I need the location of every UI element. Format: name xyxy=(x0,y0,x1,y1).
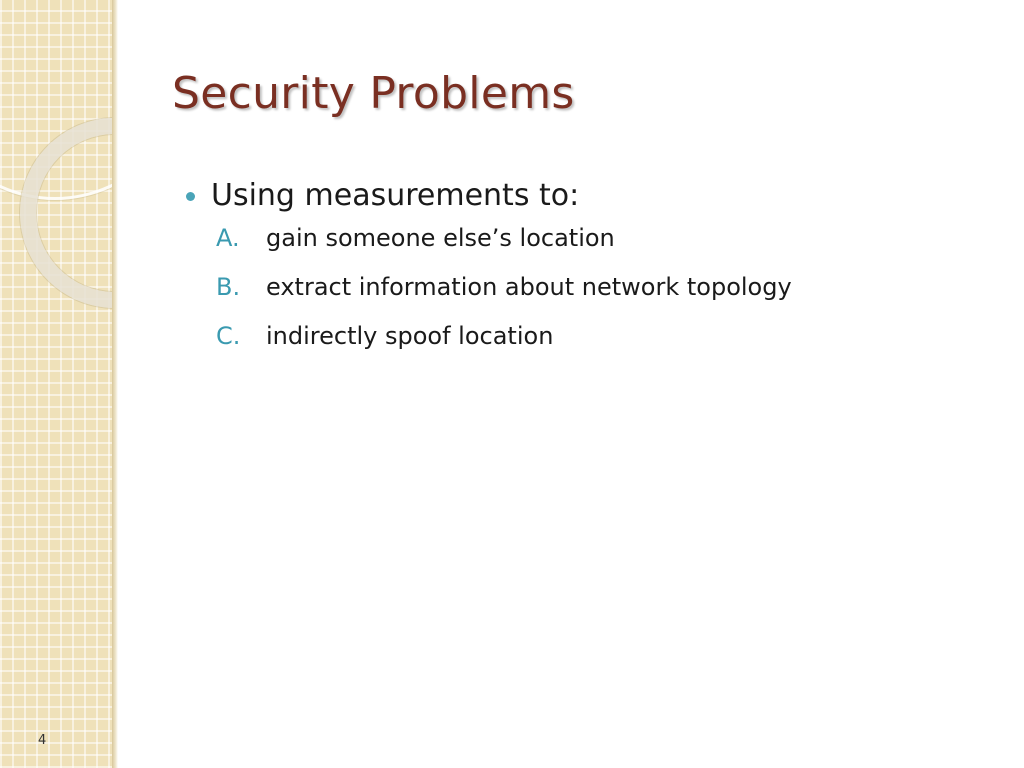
sub-item-text: indirectly spoof location xyxy=(266,322,554,350)
bullet-item xyxy=(186,172,986,218)
sub-item-c xyxy=(216,322,986,371)
bullet-dot-icon xyxy=(186,192,195,201)
slide-number: 4 xyxy=(38,733,47,748)
sub-item-marker: A. xyxy=(216,224,240,252)
sub-item-marker: B. xyxy=(216,273,241,301)
sub-item-b xyxy=(216,273,986,322)
sub-item-text: extract information about network topology xyxy=(266,273,792,301)
sub-item-text: gain someone else’s location xyxy=(266,224,615,252)
sub-item-a xyxy=(216,224,986,273)
bullet-text: Using measurements to: xyxy=(211,177,580,213)
sub-item-marker: C. xyxy=(216,322,241,350)
decorative-side-band xyxy=(0,0,112,768)
slide-content xyxy=(186,172,986,371)
slide-title: Security Problems xyxy=(172,68,575,119)
sub-list xyxy=(186,224,986,371)
side-band-edge xyxy=(112,0,118,768)
